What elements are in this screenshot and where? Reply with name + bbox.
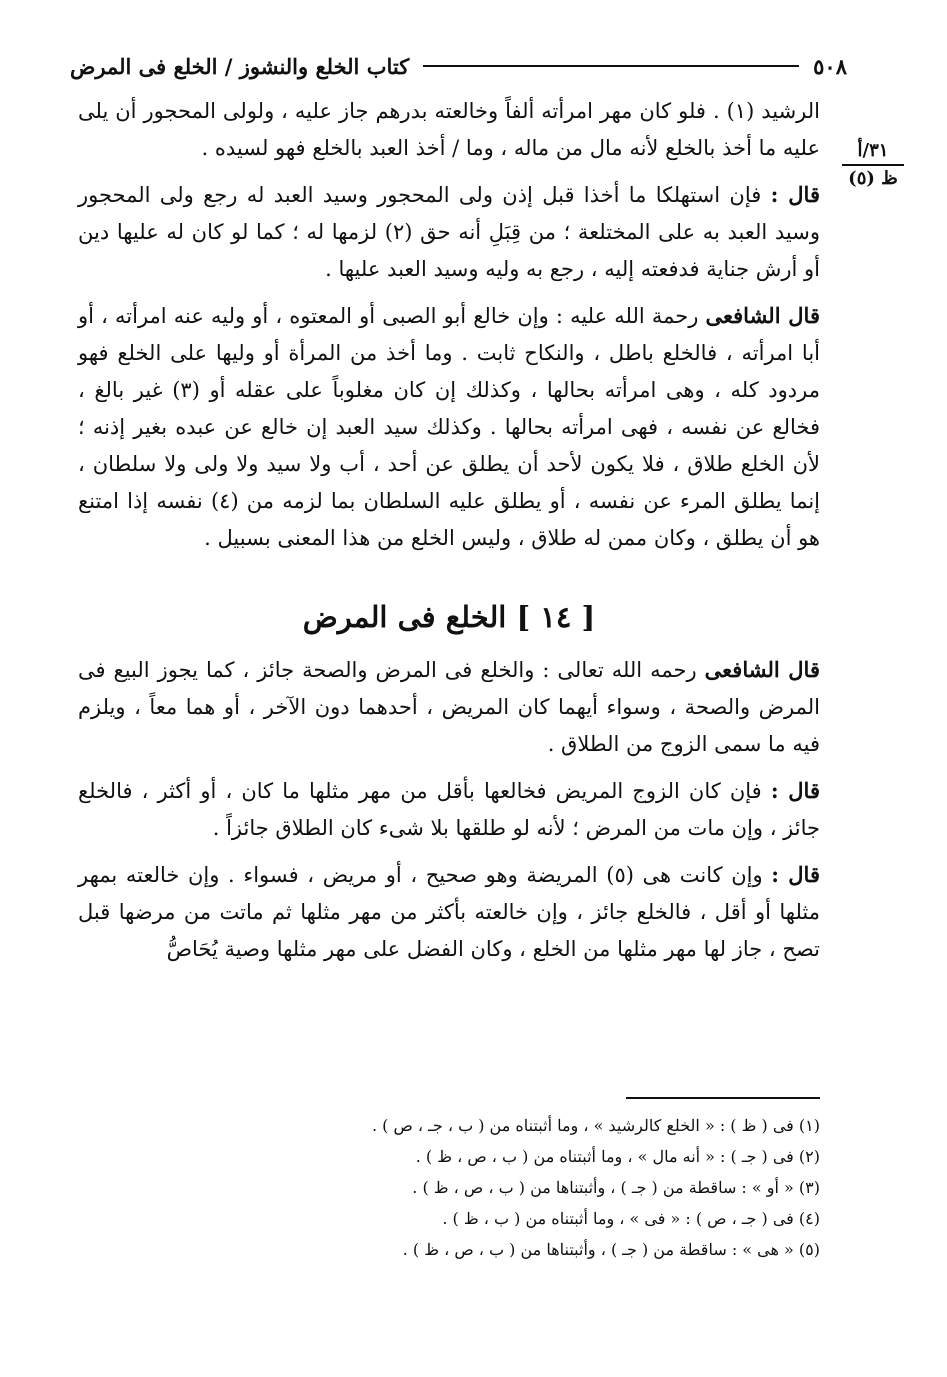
footnote: (٢) فى ( جـ ) : « أنه مال » ، وما أثبتناه من ( ب ، ص ، ظ ) .	[415, 1147, 820, 1166]
footnote: (٥) « هى » : ساقطة من ( جـ ) ، وأثبتناها من ( ب ، ص ، ظ ) .	[402, 1240, 820, 1259]
margin-ref-manuscript: ظ (٥)	[848, 168, 898, 189]
paragraph-lead: قال الشافعى	[704, 657, 820, 682]
header-rule	[423, 65, 799, 67]
paragraph-text: رحمة الله عليه : وإن خالع أبو الصبى أو المعتوه ، أو وليه عنه امرأته ، أو أبا امرأته ، فالخلع باطل ، والنكاح ثابت . وما أخذ من المرأة أو وليها على الخلع فهو مردود كله ، وهى امرأته بحالها ، وكذلك إن كان مغلوباً على عقله أو (٣) غير بالغ ، فخالع عن نفسه ، فهى امرأته بحالها . وكذلك سيد العبد إن خالع عن عبده بغير إذنه ؛ لأن الخلع طلاق ، فلا يكون لأحد أن يطلق عن أحد ، أب ولا سيد ولا ولى ولا سلطان ، إنما يطلق المرء عن نفسه ، أو يطلق عليه السلطان بما لزمه من (٤) نفسه إذا امتنع هو أن يطلق ، وكان ممن له طلاق ، وليس الخلع من هذا المعنى بسبيل .	[78, 304, 820, 550]
page-number: ٥٠٨	[813, 53, 847, 79]
paragraph-lead: قال الشافعى	[705, 303, 820, 328]
footnote: (٤) فى ( جـ ، ص ) : « فى » ، وما أثبتناه من ( ب ، ظ ) .	[442, 1209, 820, 1228]
paragraph-text: وإن كانت هى (٥) المريضة وهو صحيح ، أو مريض ، فسواء . وإن خالعته بمهر مثلها أو أقل ، فالخلع جائز ، وإن خالعته بأكثر من مهر مثلها ثم ماتت من مرضها قبل تصح ، جاز لها مهر مثلها من الخلع ، وكان الفضل على مهر مثلها وصية يُحَاصُّ	[78, 863, 820, 961]
page-header	[70, 46, 847, 86]
paragraph-lead: قال :	[770, 182, 820, 207]
paragraph-lead: قال :	[770, 778, 820, 803]
paragraph-text: الرشيد (١) . فلو كان مهر امرأته ألفاً وخالعته بدرهم جاز عليه ، ولولى المحجور أن يلى عليه ما أخذ بالخلع لأنه مال من ماله ، وما / أخذ العبد بالخلع فهو لسيده .	[78, 99, 820, 160]
footnote-rule	[626, 1097, 820, 1099]
footnote: (١) فى ( ظ ) : « الخلع كالرشيد » ، وما أثبتناه من ( ب ، جـ ، ص ) .	[371, 1116, 820, 1135]
paragraph	[78, 856, 820, 968]
paragraph	[78, 651, 820, 763]
paragraph	[78, 92, 820, 167]
footnotes	[78, 1110, 820, 1265]
paragraph-text: فإن استهلكا ما أخذا قبل إذن ولى المحجور وسيد العبد له رجع ولى المحجور وسيد العبد به على المختلعة ؛ من قِبَلِ أنه حق (٢) لزمها له ؛ كما لو كان له عليها دين أو أرش جناية فدفعته إليه ، رجع به وليه وسيد العبد عليها .	[78, 183, 820, 281]
paragraph-text: رحمه الله تعالى : والخلع فى المرض والصحة جائز ، كما يجوز البيع فى المرض والصحة ، وسواء أيهما كان المريض ، أحدهما دون الآخر ، أو هما معاً ، ويلزم فيه ما سمى الزوج من الطلاق .	[78, 658, 820, 756]
paragraph	[78, 176, 820, 288]
margin-reference	[842, 138, 904, 192]
section-title: [ ١٤ ] الخلع فى المرض	[302, 600, 596, 634]
running-title: كتاب الخلع والنشوز / الخلع فى المرض	[70, 53, 410, 79]
paragraph-text: فإن كان الزوج المريض فخالعها بأقل من مهر مثلها ما كان ، أو أكثر ، فالخلع جائز ، وإن مات من المرض ؛ لأنه لو طلقها بلا شىء كان الطلاق جائزاً .	[78, 779, 820, 840]
footnote: (٣) « أو » : ساقطة من ( جـ ) ، وأثبتناها من ( ب ، ص ، ظ ) .	[412, 1178, 820, 1197]
paragraph-lead: قال :	[771, 862, 820, 887]
margin-ref-folio: ٣١/أ	[842, 138, 904, 166]
paragraph	[78, 772, 820, 847]
main-text	[78, 92, 820, 977]
paragraph	[78, 297, 820, 557]
